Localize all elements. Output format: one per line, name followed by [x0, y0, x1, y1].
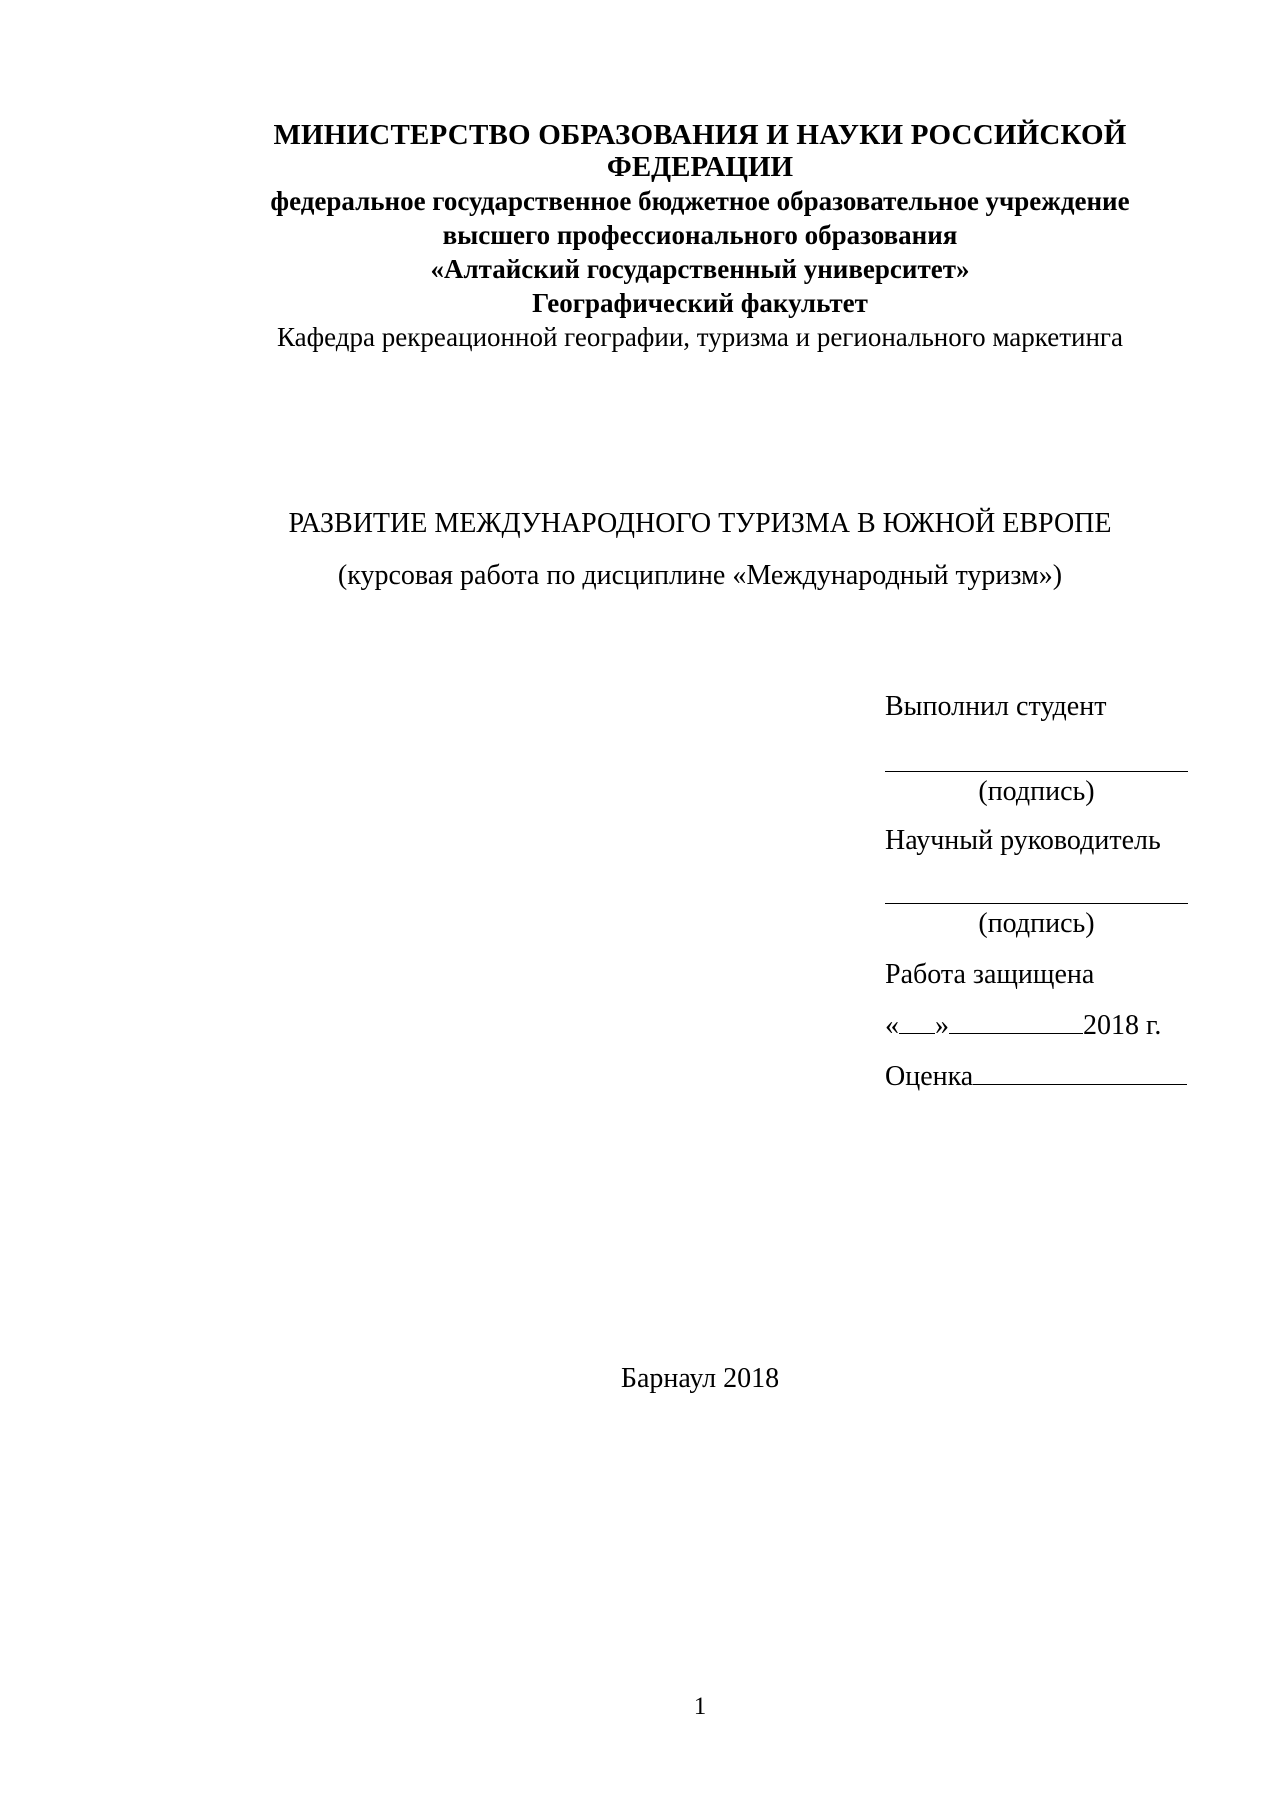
defense-date-row	[885, 1009, 1161, 1043]
faculty-name: Географический факультет	[532, 288, 868, 318]
institution-line-2: высшего профессионального образования	[442, 220, 958, 250]
date-close-quote: »	[935, 1010, 949, 1041]
defended-label-text: Работа защищена	[885, 959, 1095, 990]
day-blank-line	[899, 1011, 935, 1034]
grade-blank-line	[973, 1062, 1187, 1085]
department-name: Кафедра рекреационной географии, туризма и регионального маркетинга	[277, 322, 1123, 352]
institution-line-1: федеральное государственное бюджетное образовательное учреждение	[270, 186, 1130, 216]
date-year: 2018 г.	[1083, 1010, 1162, 1041]
supervisor-signature-caption: (подпись)	[978, 908, 1095, 939]
ministry-line-2: ФЕДЕРАЦИИ	[606, 151, 794, 183]
supervisor-signature-line	[885, 903, 1188, 904]
page-number: 1	[693, 1693, 707, 1720]
grade-row	[885, 1060, 1187, 1094]
defended-label	[885, 958, 1094, 992]
student-signature-caption: (подпись)	[978, 776, 1095, 807]
work-title-block	[200, 506, 1200, 594]
student-label: Выполнил студент	[885, 691, 1107, 722]
ministry-line-1: МИНИСТЕРСТВО ОБРАЗОВАНИЯ И НАУКИ РОССИЙСКОЙ	[273, 119, 1127, 151]
student-signature-line	[885, 771, 1188, 772]
supervisor-label: Научный руководитель	[885, 825, 1161, 856]
title-page-header	[200, 118, 1200, 354]
university-name: «Алтайский государственный университет»	[430, 254, 970, 284]
work-title: РАЗВИТИЕ МЕЖДУНАРОДНОГО ТУРИЗМА В ЮЖНОЙ ЕВРОПЕ	[288, 508, 1112, 539]
grade-label: Оценка	[885, 1061, 974, 1092]
work-subtitle: (курсовая работа по дисциплине «Международный туризм»)	[337, 560, 1063, 591]
month-blank-line	[949, 1011, 1083, 1034]
city-year: Барнаул 2018	[620, 1363, 780, 1394]
date-open-quote: «	[885, 1010, 899, 1041]
